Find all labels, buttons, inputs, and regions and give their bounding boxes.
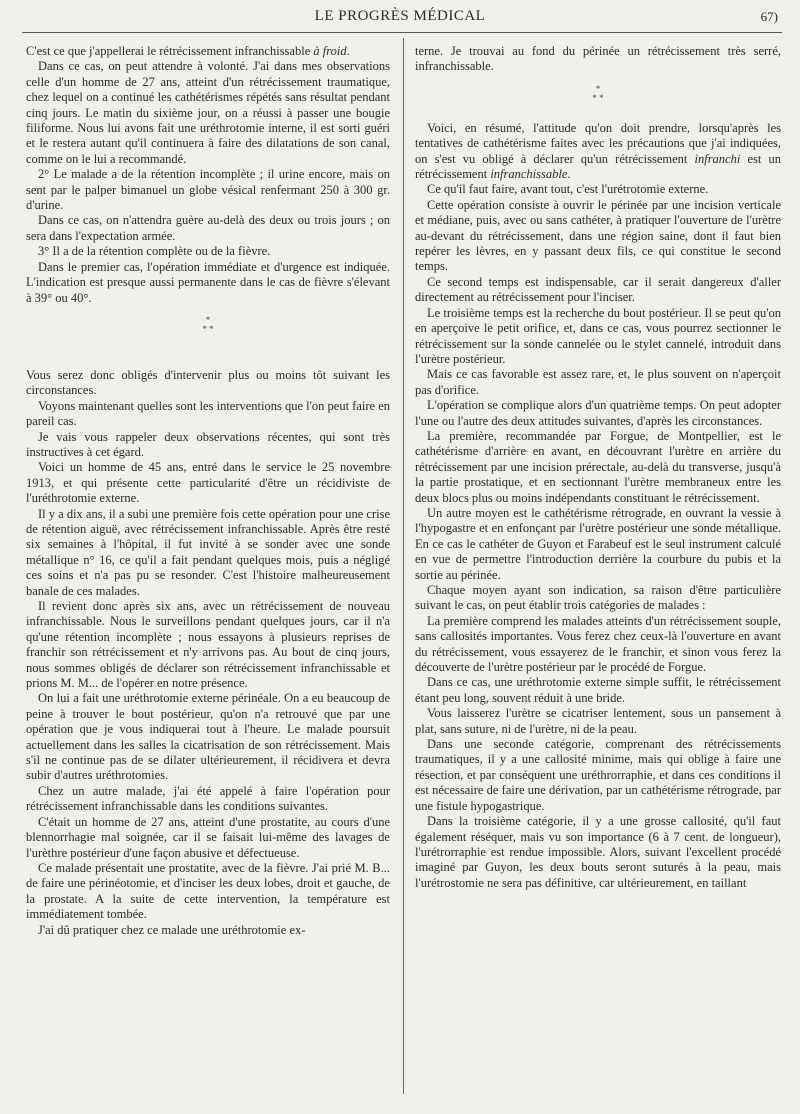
section-ornament: * * * (592, 83, 604, 103)
paragraph: J'ai dû pratiquer chez ce malade une uréthrotomie ex- (38, 922, 306, 937)
paragraph: Chaque moyen ayant son indication, sa raison d'être particulière suivant le cas, on peut établir trois catégories de malades : (415, 583, 781, 613)
paragraph: Vous serez donc obligés d'intervenir plus ou moins tôt suivant les circonstances. (26, 367, 390, 398)
page-number: 67) (760, 9, 778, 24)
right-column (415, 44, 781, 891)
paragraph: Dans une seconde catégorie, comprenant des rétrécissements traumatiques, il y a une callosité minime, mais qui oblige à faire une résection, et par conséquent une uréthrorraphie, et dans ces conditions il est nécessaire de faire une dérivation, par un cathétérisme rétrograde, par une fistule hypogastrique. (415, 737, 781, 813)
paragraph: Ce second temps est indispensable, car il serait dangereux d'aller directement au rétrécissement pour l'inciser. (415, 274, 781, 305)
italic-phrase: infranchi (694, 151, 741, 166)
paragraph: 3° Il a de la rétention complète ou de la fièvre. (38, 244, 271, 259)
paragraph: L'opération se complique alors d'un quatrième temps. On peut adopter l'une ou l'autre des deux attitudes suivantes, d'après les circonstances. (415, 398, 781, 428)
section-ornament: * * * (202, 314, 214, 334)
paragraph: C'était un homme de 27 ans, atteint d'une prostatite, au cours d'une blennorrhagie mal soignée, car il se faisait lui-même des lavages de l'urèthre postérieur d'une façon abusive et défectueuse. (26, 814, 390, 860)
column-rule (403, 38, 404, 1094)
paragraph: Voici un homme de 45 ans, entré dans le service le 25 novembre 1913, et qui présente cette particularité d'être un récidiviste de l'uréthrotomie externe. (26, 460, 390, 506)
paragraph: Dans ce cas, on peut attendre à volonté. J'ai dans mes observations celle d'un homme de 27 ans, atteint d'un rétrécissement traumatique, chez lequel on a continué les cathétérismes répétés sans résultat pendant cinq jours. Le matin du sixième jour, on a réussi à passer une bougie filiforme. Nous lui avons fait une uréthrotomie interne, il est sorti guéri et le restera autant qu'il continuera à faire des dilatations de son canal, comme on le lui a recommandé. (26, 59, 390, 166)
left-column (26, 44, 390, 938)
italic-phrase: infranchissable (490, 167, 568, 182)
paragraph: terne. Je trouvai au fond du périnée un rétrécissement très serré, infranchissable. (415, 44, 781, 74)
page-header (22, 6, 778, 30)
paragraph: Mais ce cas favorable est assez rare, et, le plus souvent on n'aperçoit pas d'orifice. (415, 367, 781, 397)
paragraph: Dans ce cas, on n'attendra guère au-delà des deux ou trois jours ; on sera dans l'expectation armée. (26, 213, 390, 243)
paragraph: Vous laisserez l'urètre se cicatriser lentement, sous un pansement à plat, sans suture, ni de l'urètre, ni de la peau. (415, 706, 781, 736)
italic-phrase: à froid (313, 44, 347, 58)
paragraph: Je vais vous rappeler deux observations récentes, qui sont très instructives à cet égard. (26, 429, 390, 459)
paragraph: 2° Le malade a de la rétention incomplète ; il urine encore, mais on sent par le palper bimanuel un globe vésical renfermant 250 à 300 gr. d'urine. (26, 167, 390, 213)
paragraph: Cette opération consiste à ouvrir le périnée par une incision verticale et médiane, puis, avec ou sans cathéter, à pratiquer l'ouverture de l'urètre au-devant du rétrécissement, dans une région saine, dont il faut bien repérer les lèvres, en y passant deux fils, ce qui constitue le second temps. (415, 197, 781, 274)
paragraph: Voyons maintenant quelles sont les interventions que l'on peut faire en pareil cas. (26, 398, 390, 429)
paragraph: Dans le premier cas, l'opération immédiate et d'urgence est indiquée. L'indication est presque aussi permanente dans le cas de fièvre s'élevant à 39° ou 40°. (26, 259, 390, 305)
paragraph: Il y a dix ans, il a subi une première fois cette opération pour une crise de rétention aiguë, avec rétrécissement infranchissable. Après être resté six semaines à l'hôpital, il fut invité à se sonder avec une sonde métallique n° 16, ce qu'il a fait pendant quelques mois, puis a négligé ces soins et n'a pas pu se resonder. C'est l'histoire malheureusement banale de ces malades. (26, 506, 390, 598)
paragraph: Dans ce cas, une uréthrotomie externe simple suffit, le rétrécissement étant peu long, souvent réduit à une bride. (415, 675, 781, 705)
paragraph: Le troisième temps est la recherche du bout postérieur. Il se peut qu'on en aperçoive le petit orifice, et, dans ce cas, vous pourrez sectionner le rétrécissement sur la sonde cannelée ou le stylet cannelé, introduit dans l'urètre postérieur. (415, 305, 781, 366)
paragraph: Il revient donc après six ans, avec un rétrécissement de nouveau infranchissable. Nous le surveillons pendant quelques jours, car il n'a qu'une rétention incomplète ; nous essayons à plusieurs reprises de franchir son rétrécissement et n'y arrivons pas. Au bout de cinq jours, nous sommes obligés de déclarer son rétrécissement infranchissable et prions M. M... de l'opérer en notre présence. (26, 599, 390, 691)
paragraph: Ce malade présentait une prostatite, avec de la fièvre. J'ai prié M. B... de faire une périnéotomie, et d'inciser les deux lobes, droit et gauche, de la prostate. A la suite de cette intervention, la température est immédiatement tombée. (26, 860, 390, 922)
paragraph: Dans la troisième catégorie, il y a une grosse callosité, qu'il faut également réséquer, mais vu son importance (6 à 7 cent. de longueur), l'urétrorraphie est rendue impossible. Alors, suivant l'excellent procédé imaginé par Guyon, les deux bouts seront suturés à la peau, mais l'urétrostomie ne sera pas définitive, car ultérieurement, en taillant (415, 814, 781, 890)
paragraph: Un autre moyen est le cathétérisme rétrograde, en ouvrant la vessie à l'hypogastre et en enfonçant par l'urètre postérieur une sonde métallique. En ce cas le cathéter de Guyon et Farabeuf est le seul instrument calculé en vue de permettre l'introduction derrière la courbure du pubis et la sortie au périnée. (415, 505, 781, 582)
paragraph: La première, recommandée par Forgue, de Montpellier, est le cathétérisme d'arrière en avant, en découvrant l'urètre en arrière du rétrécissement par une incision prérectale, au-delà du transverse, jusqu'à la partie prostatique, et en sectionnant l'urètre membraneux entre les deux blocs plus ou moins indépendants constituant le rétrécissement. (415, 428, 781, 505)
paragraph: C'est ce que j'appellerai le rétrécissement infranchissable à froid. (26, 44, 350, 58)
header-rule (22, 32, 782, 33)
paragraph: Ce qu'il faut faire, avant tout, c'est l'urétrotomie externe. (427, 182, 709, 197)
paragraph: On lui a fait une uréthrotomie externe périnéale. On a eu beaucoup de peine à trouver le bout postérieur, qu'on n'a retrouvé que par une opération que je vous indiquerai tout à l'heure. Le malade poursuit actuellement dans les salles la cicatrisation de son rétrécissement. Mais s'il ne continue pas de se dilater ultérieurement, il récidivera et devra subir d'autres uréthrotomies. (26, 691, 390, 783)
paragraph: Chez un autre malade, j'ai été appelé à faire l'opération pour rétrécissement infranchissable dans les conditions suivantes. (26, 783, 390, 814)
running-title: LE PROGRÈS MÉDICAL (314, 8, 486, 24)
paragraph: La première comprend les malades atteints d'un rétrécissement souple, sans callosités importantes. Vous ferez chez ceux-là l'ouverture en avant du rétrécissement, vous essayerez de le franchir, et sinon vous ferez la découverte de l'urètre postérieur par le procédé de Forgue. (415, 613, 781, 675)
paragraph: Voici, en résumé, l'attitude qu'on doit prendre, lorsqu'après les tentatives de cathétérisme faites avec les précautions que j'ai indiquées, on s'est vu obligé à déclarer qu'un rétrécissement infranchi est un rétrécissement infranchissable. (415, 120, 781, 182)
